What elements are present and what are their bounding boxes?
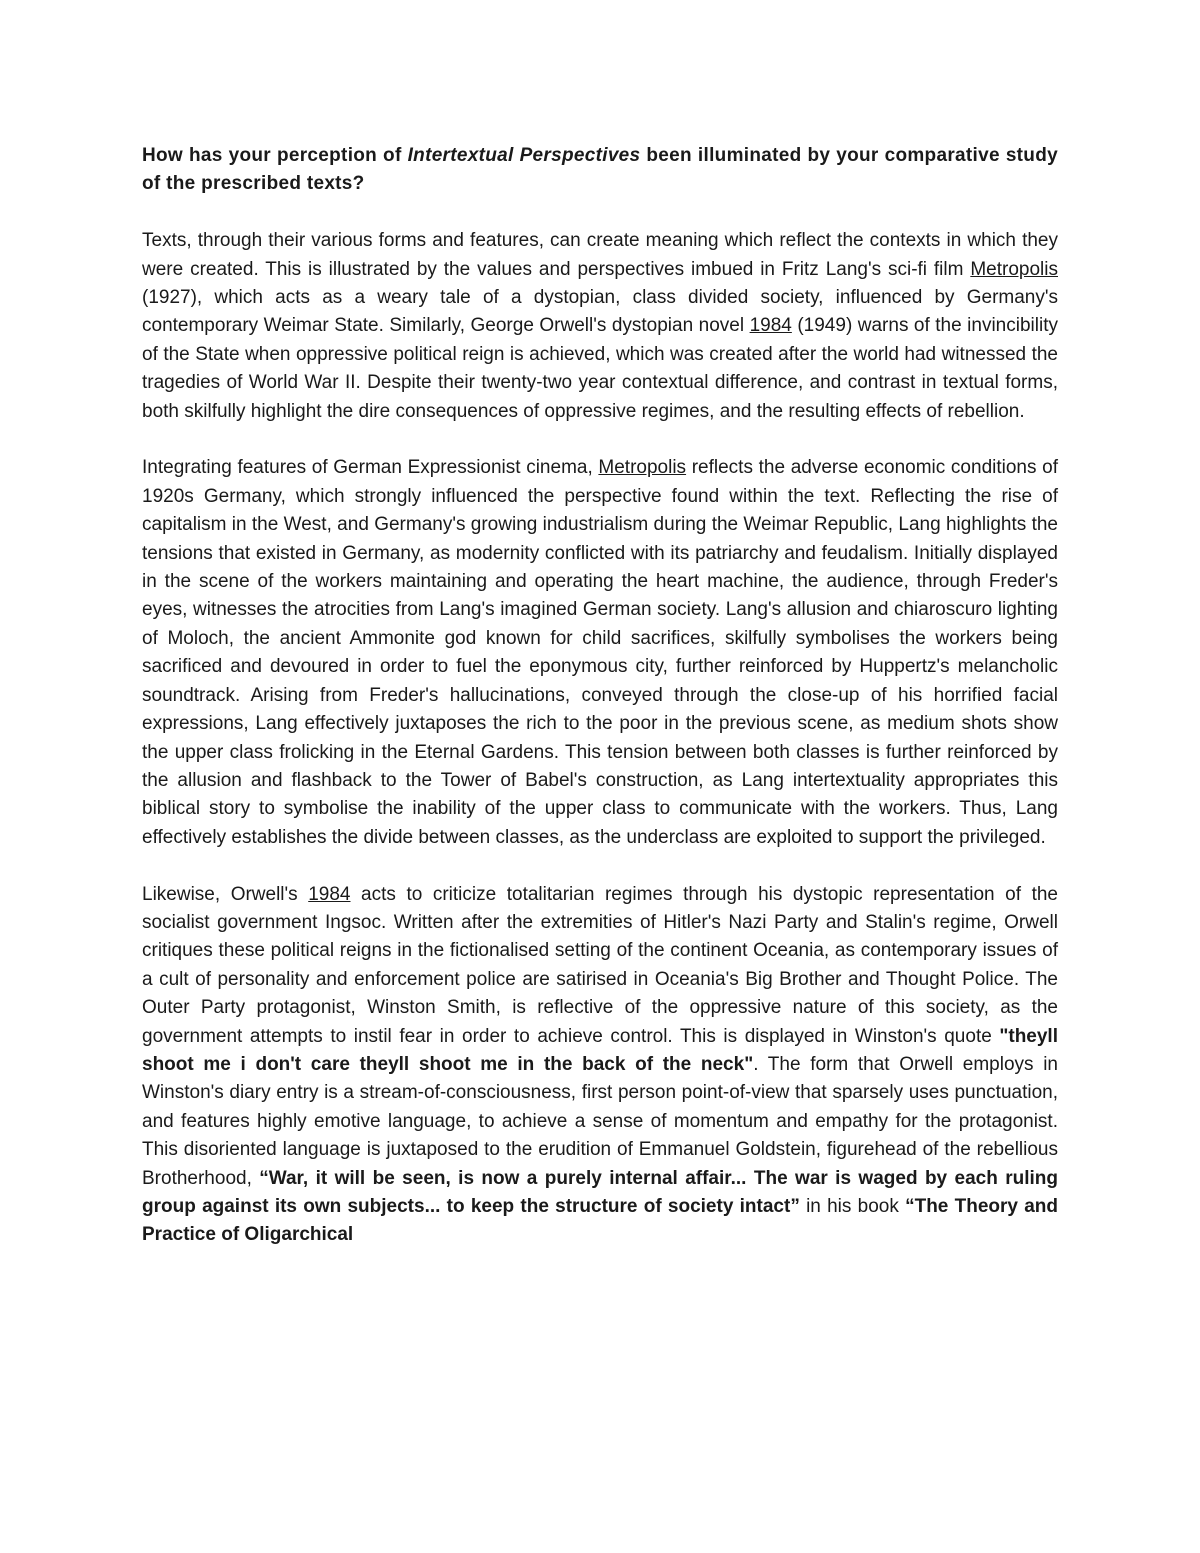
book-title: “The Theory and Practice of Oligarchical <box>142 1195 1058 1246</box>
film-title: Metropolis <box>598 457 687 479</box>
winston-quote: "theyll shoot me i don't care theyll shoot me in the back of the neck" <box>142 1025 1058 1075</box>
document-page <box>142 142 1058 1278</box>
goldstein-quote: “War, it will be seen, is now a purely internal affair... The war is waged by each ruling group against its own subjects... to keep the structure of society intact” <box>142 1167 1059 1217</box>
intro-text-2: (1927), which acts as a weary tale of a dystopian, class divided society, influenced by Germany's contemporary Weimar State. Similarly, George Orwell's dystopian novel <box>142 287 1058 337</box>
novel-title: 1984 <box>308 883 351 905</box>
question-topic: Intertextual Perspectives <box>407 145 641 166</box>
question-text-end: been illuminated by your comparative study of the prescribed texts? <box>142 145 1058 195</box>
intro-text-1: Texts, through their various forms and features, can create meaning which reflect the contexts in which they were created. This is illustrated by the values and perspectives imbued in Fritz Lang's sci-fi film <box>142 230 1058 280</box>
orwell-text-2: acts to criticize totalitarian regimes through his dystopic representation of the socialist government Ingsoc. Written after the extremities of Hitler's Nazi Party and Stalin's regime, Orwell critiques these political reigns in the fictionalised setting of the continent Oceania, as contemporary issues of a cult of personality and enforcement police are satirised in Oceania's Big Brother and Thought Police. The Outer Party protagonist, Winston Smith, is reflective of the oppressive nature of this society, as the government attempts to instil fear in order to achieve control. This is displayed in Winston's quote <box>142 883 1058 1047</box>
essay-question <box>142 142 1058 199</box>
nineteen-eighty-four-paragraph <box>142 881 1058 1250</box>
question-text: How has your perception of <box>142 145 408 166</box>
orwell-text-1: Likewise, Orwell's <box>142 883 309 905</box>
introduction-paragraph <box>142 227 1058 426</box>
intro-text-3: (1949) warns of the invincibility of the State when oppressive political reign is achieved, which was created after the world had witnessed the tragedies of World War II. Despite their twenty-two year contextual difference, and contrast in textual forms, both skilfully highlight the dire consequences of oppressive regimes, and the resulting effects of rebellion. <box>142 315 1058 422</box>
metropolis-text-2: reflects the adverse economic conditions of 1920s Germany, which strongly influenced the perspective found within the text. Reflecting the rise of capitalism in the West, and Germany's growing industrialism during the Weimar Republic, Lang highlights the tensions that existed in Germany, as modernity conflicted with its patriarchy and feudalism. Initially displayed in the scene of the workers maintaining and operating the heart machine, the audience, through Freder's eyes, witnesses the atrocities from Lang's imagined German society. Lang's allusion and chiaroscuro lighting of Moloch, the ancient Ammonite god known for child sacrifices, skilfully symbolises the workers being sacrificed and devoured in order to fuel the eponymous city, further reinforced by Huppertz's melancholic soundtrack. Arising from Freder's hallucinations, conveyed through the close-up of his horrified facial expressions, Lang effectively juxtaposes the rich to the poor in the previous scene, as medium shots show the upper class frolicking in the Eternal Gardens. This tension between both classes is further reinforced by the allusion and flashback to the Tower of Babel's construction, as Lang intertextuality appropriates this biblical story to symbolise the inability of the upper class to communicate with the workers. Thus, Lang effectively establishes the divide between classes, as the underclass are exploited to support the privileged. <box>142 457 1058 848</box>
novel-title: 1984 <box>749 315 792 337</box>
metropolis-paragraph <box>142 454 1058 852</box>
orwell-text-3: . The form that Orwell employs in Winston's diary entry is a stream-of-consciousness, first person point-of-view that sparsely uses punctuation, and features highly emotive language, to achieve a sense of momentum and empathy for the protagonist. This disoriented language is juxtaposed to the erudition of Emmanuel Goldstein, figurehead of the rebellious Brotherhood, <box>142 1053 1058 1189</box>
film-title: Metropolis <box>970 258 1058 280</box>
orwell-text-4: in his book <box>799 1195 906 1217</box>
metropolis-text-1: Integrating features of German Expressionist cinema, <box>142 457 599 479</box>
